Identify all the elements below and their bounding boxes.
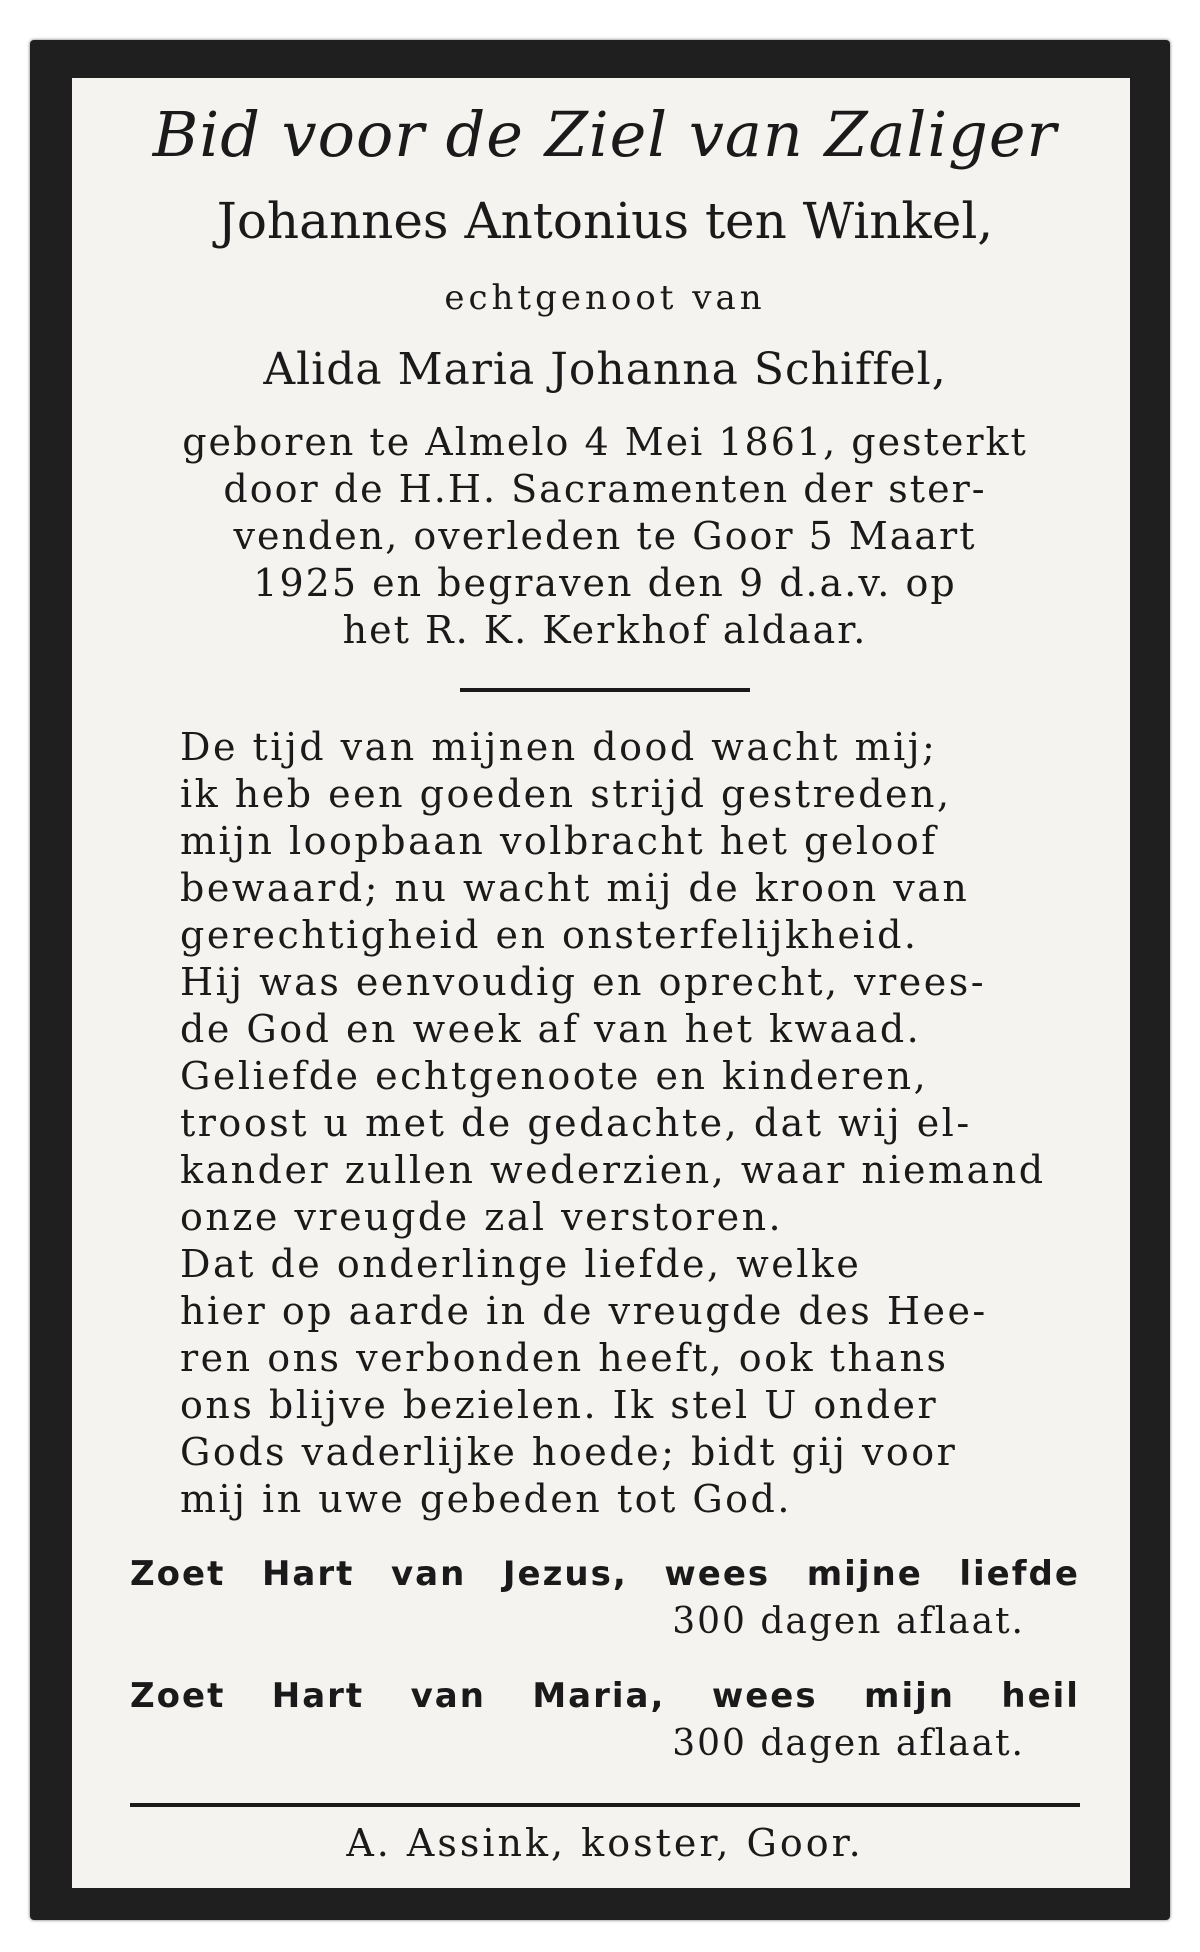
biography-line: geboren te Almelo 4 Mei 1861, gesterkt [182,420,1028,464]
paragraph-character [130,959,1080,1053]
card-content [130,95,1080,1871]
prayer-word: wees [711,1676,818,1716]
bottom-divider [130,1803,1080,1807]
paragraph-scripture [130,724,1080,959]
prayer-word: wees [664,1554,771,1594]
paragraph-line: bewaard; nu wacht mij de kroon van [180,866,970,910]
prayer-title [130,1549,1080,1599]
prayer-word: liefde [959,1554,1080,1594]
prayer-word: mijn [864,1676,955,1716]
prayer-indulgence: 300 dagen aflaat. [672,1601,1025,1642]
prayer-word: Hart [261,1554,355,1594]
paragraph-line: mij in uwe gebeden tot God. [180,1477,792,1521]
biography-line: venden, overleden te Goor 5 Maart [233,514,977,558]
short-divider [460,688,750,692]
paragraph-line: Dat de onderlinge liefde, welke [180,1242,862,1286]
prayer-word: van [390,1554,467,1594]
prayer-word: Zoet [130,1676,226,1716]
paragraph-line: ons blijve bezielen. Ik stel U onder [180,1383,939,1427]
paragraph-line: Hij was eenvoudig en oprecht, vrees- [180,960,987,1004]
paragraph-line: hier op aarde in de vreugde des Hee- [180,1289,988,1333]
paragraph-line: Geliefde echtgenoote en kinderen, [180,1054,929,1098]
prayer-jesus [130,1549,1080,1645]
paragraph-line: Gods vaderlijke hoede; bidt gij voor [180,1430,958,1474]
prayer-word: Zoet [130,1554,226,1594]
paragraph-line: kander zullen wederzien, waar niemand [180,1148,1046,1192]
prayer-word: mijne [806,1554,923,1594]
prayer-word: Hart [271,1676,365,1716]
paragraph-line: mijn loopbaan volbracht het geloof [180,819,938,863]
spouse-intro: echtgenoot van [444,278,766,318]
biography-line: door de H.H. Sacramenten der ster- [223,467,987,511]
prayer-word: Maria, [532,1676,666,1716]
paragraph-line: gerechtigheid en onsterfelijkheid. [180,913,919,957]
spouse-name: Alida Maria Johanna Schiffel, [263,344,947,395]
paragraph-love [130,1241,1080,1523]
deceased-name: Johannes Antonius ten Winkel, [216,192,994,250]
prayer-title [130,1671,1080,1721]
prayer-word: van [410,1676,486,1716]
prayer-word: Jezus, [502,1554,628,1594]
paragraph-line: ren ons verbonden heeft, ook thans [180,1336,949,1380]
printer-credit: A. Assink, koster, Goor. [346,1821,864,1865]
paragraph-line: de God en week af van het kwaad. [180,1007,922,1051]
biography-line: het R. K. Kerkhof aldaar. [342,608,868,652]
biography [130,419,1080,654]
prayer-indulgence: 300 dagen aflaat. [672,1723,1025,1764]
paragraph-family [130,1053,1080,1241]
paragraph-line: troost u met de gedachte, dat wij el- [180,1101,972,1145]
prayer-heading: Bid voor de Ziel van Zaliger [152,98,1058,171]
prayer-word: heil [1001,1676,1080,1716]
biography-line: 1925 en begraven den 9 d.a.v. op [253,561,957,605]
paragraph-line: ik heb een goeden strijd gestreden, [180,772,952,816]
prayer-maria [130,1671,1080,1767]
paragraph-line: onze vreugde zal verstoren. [180,1195,784,1239]
paragraph-line: De tijd van mijnen dood wacht mij; [180,725,938,769]
